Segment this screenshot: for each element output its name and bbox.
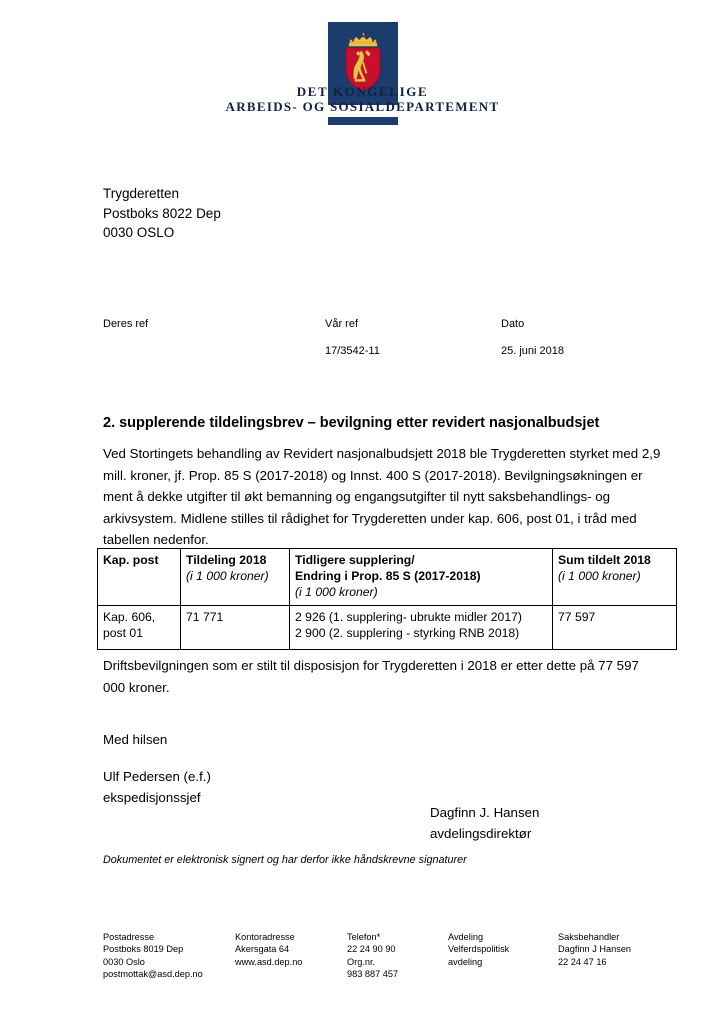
cell-supplering-line2: 2 900 (2. supplering - styrking RNB 2018): [295, 625, 520, 640]
recipient-address-block: [103, 184, 221, 243]
header-tildeling-sub: (i 1 000 kroner): [186, 569, 269, 584]
signature-left: [103, 766, 211, 808]
cell-tildeling-value: 71 771: [186, 609, 224, 624]
cell-kap-post-line1: Kap. 606,: [103, 609, 156, 624]
footer-orgnr-value: 983 887 457: [347, 969, 399, 980]
footer-avdeling-label: Avdeling: [448, 932, 484, 942]
cell-sum: [553, 605, 677, 649]
signature-right-title: avdelingsdirektør: [430, 826, 532, 841]
footer-kontoradresse-label: Kontoradresse: [235, 932, 295, 942]
letterhead: [0, 22, 725, 127]
letterhead-title: [183, 84, 543, 114]
signature-left-name: Ulf Pedersen (e.f.): [103, 769, 211, 784]
footer-avdeling-line2: avdeling: [448, 956, 483, 967]
header-supplering-line1: Tidligere supplering/: [295, 553, 415, 567]
footer-saksbehandler-name: Dagfinn J Hansen: [558, 944, 632, 955]
footer-postadresse-line2: 0030 Oslo: [103, 956, 145, 967]
signature-left-title: ekspedisjonssjef: [103, 790, 201, 805]
cell-kap-post-line2: post 01: [103, 625, 143, 640]
footer-avdeling-line1: Velferdspolitisk: [448, 944, 510, 955]
table-header-row: [98, 549, 677, 606]
table-row: [98, 605, 677, 649]
footer-telefon-label: Telefon*: [347, 932, 381, 942]
page-footer: [0, 931, 725, 991]
footer-postadresse-label: Postadresse: [103, 932, 155, 942]
deres-ref-label: Deres ref: [103, 318, 149, 330]
body-paragraph-2: Driftsbevilgningen som er stilt til disposisjon for Trygderetten i 2018 er etter dette på 77 597 000 kroner.: [103, 658, 639, 695]
var-ref-column: [325, 315, 380, 361]
footer-column-avdeling: [448, 931, 553, 968]
footer-saksbehandler-phone: 22 24 47 16: [558, 956, 607, 967]
table-header-cell-tildeling: [181, 549, 290, 606]
footer-column-postadresse: [103, 931, 233, 981]
cell-supplering-line1: 2 926 (1. supplering- ubrukte midler 2017): [295, 609, 522, 624]
cell-sum-value: 77 597: [558, 609, 596, 624]
header-sum-main: Sum tildelt 2018: [558, 553, 651, 567]
footer-postadresse-email[interactable]: postmottak@asd.dep.no: [103, 969, 203, 980]
cell-kap-post: [98, 605, 181, 649]
dato-column: [501, 315, 564, 361]
table-header-cell-supplering: [290, 549, 553, 606]
table-header-cell-kap-post: [98, 549, 181, 606]
footer-column-saksbehandler: [558, 931, 678, 968]
table-header-cell-sum: [553, 549, 677, 606]
closing-greeting: Med hilsen: [103, 732, 168, 747]
footer-column-kontoradresse: [235, 931, 340, 968]
document-heading: 2. supplerende tildelingsbrev – bevilgning etter revidert nasjonalbudsjet: [103, 415, 600, 431]
letterhead-line-1: DET KONGELIGE: [296, 84, 429, 99]
footer-orgnr-label: Org.nr.: [347, 956, 376, 967]
electronic-signature-disclaimer: Dokumentet er elektronisk signert og har derfor ikke håndskrevne signaturer: [103, 854, 467, 866]
dato-value: 25. juni 2018: [501, 345, 564, 357]
header-sum-sub: (i 1 000 kroner): [558, 569, 641, 584]
cell-supplering: [290, 605, 553, 649]
signature-right: [430, 802, 539, 844]
header-kap-post-main: Kap. post: [103, 553, 159, 567]
footer-column-telefon: [347, 931, 447, 981]
header-tildeling-main: Tildeling 2018: [186, 553, 267, 567]
letterhead-blue-underbar: [328, 117, 398, 125]
footer-kontoradresse-line1: Akersgata 64: [235, 944, 290, 955]
letterhead-line-2: ARBEIDS- OG SOSIALDEPARTEMENT: [225, 99, 500, 114]
recipient-name: Trygderetten: [103, 186, 180, 201]
body-paragraph-1: Ved Stortingets behandling av Revidert nasjonalbudsjett 2018 ble Trygderetten styrket med 2,9 mill. kroner, jf. Prop. 85 S (2017-2018) og Innst. 400 S (2017-2018). Bevilgningsøkningen er ment å dekke utgifter til økt bemanning og engangsutgifter til nytt saksbehandlings- og arkivsystem. Midlene stilles til rådighet for Trygderetten under kap. 606, post 01, i tråd med tabellen nedenfor.: [103, 446, 661, 548]
deres-ref-column: [103, 315, 148, 342]
header-supplering-sub: (i 1 000 kroner): [295, 585, 378, 600]
allocation-table: [97, 548, 677, 650]
allocation-table-wrapper: [97, 548, 651, 650]
footer-saksbehandler-label: Saksbehandler: [558, 932, 620, 942]
cell-tildeling: [181, 605, 290, 649]
var-ref-label: Vår ref: [325, 318, 359, 330]
footer-postadresse-line1: Postboks 8019 Dep: [103, 944, 184, 955]
var-ref-value: 17/3542-11: [325, 345, 380, 357]
recipient-city: 0030 OSLO: [103, 225, 175, 240]
header-supplering-line2: Endring i Prop. 85 S (2017-2018): [295, 569, 481, 584]
footer-telefon-number: 22 24 90 90: [347, 944, 396, 955]
signature-right-name: Dagfinn J. Hansen: [430, 805, 540, 820]
footer-kontoradresse-website[interactable]: www.asd.dep.no: [235, 956, 303, 967]
dato-label: Dato: [501, 318, 525, 330]
recipient-street: Postboks 8022 Dep: [103, 205, 221, 221]
